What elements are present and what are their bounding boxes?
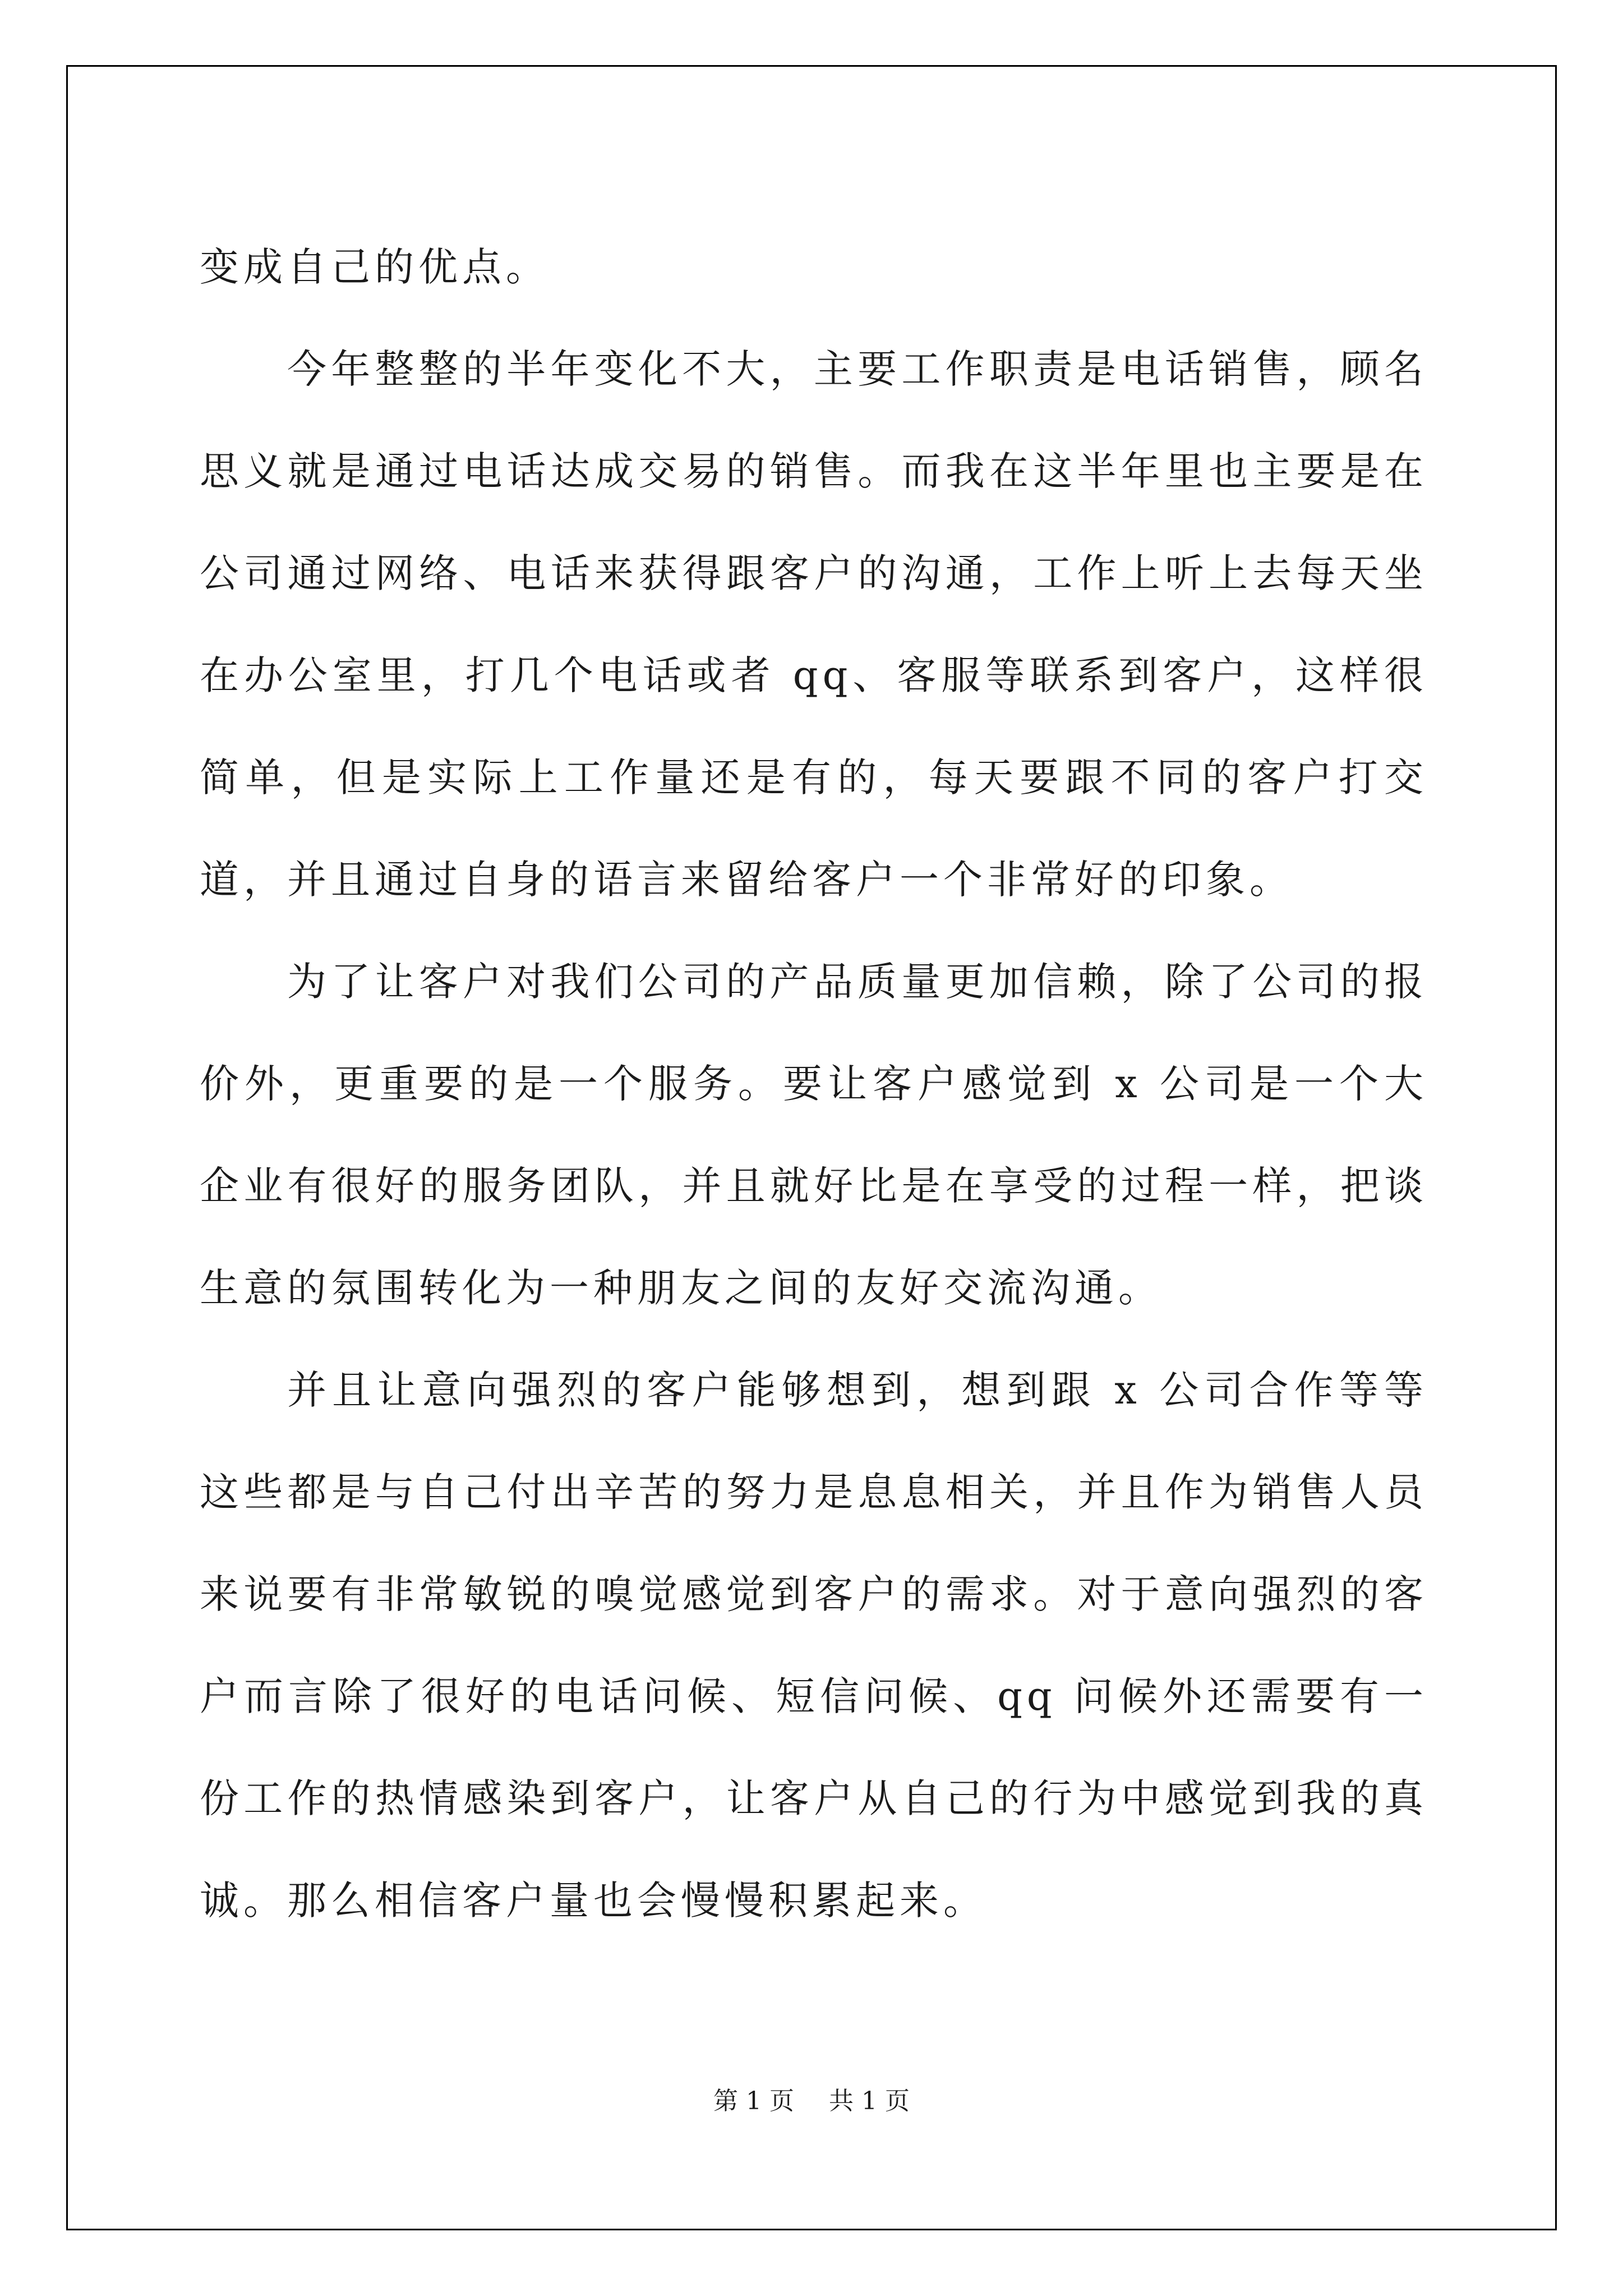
paragraph-2: 今年整整的半年变化不大，主要工作职责是电话销售，顾名思义就是通过电话达成交易的销售。而我在这半年里也主要是在公司通过网络、电话来获得跟客户的沟通，工作上听上去每天坐在办公室里，打几个电话或者 qq、客服等联系到客户，这样很简单，但是实际上工作量还是有的，每天要跟不同的客户打交道，并且通过自身的语言来留给客户一个非常好的印象。 [200,346,1428,903]
paragraph-4: 并且让意向强烈的客户能够想到，想到跟 x 公司合作等等这些都是与自己付出辛苦的努力是息息相关，并且作为销售人员来说要有非常敏锐的嗅觉感觉到客户的需求。对于意向强烈的客户而言除了很好的电话问候、短信问候、qq 问候外还需要有一份工作的热情感染到客户，让客户从自己的行为中感觉到我的真诚。那么相信客户量也会慢慢积累起来。 [200,1367,1428,1924]
paragraph-1: 变成自己的优点。 [200,244,550,290]
page-total: 共 1 页 [829,2087,910,2115]
paragraph-3: 为了让客户对我们公司的产品质量更加信赖，除了公司的报价外，更重要的是一个服务。要让客户感觉到 x 公司是一个大企业有很好的服务团队，并且就好比是在享受的过程一样，把谈生意的氛围转化为一种朋友之间的友好交流沟通。 [200,959,1428,1311]
page-footer [0,2085,1623,2118]
document-body [200,216,1428,1952]
page-number: 第 1 页 [713,2087,794,2115]
